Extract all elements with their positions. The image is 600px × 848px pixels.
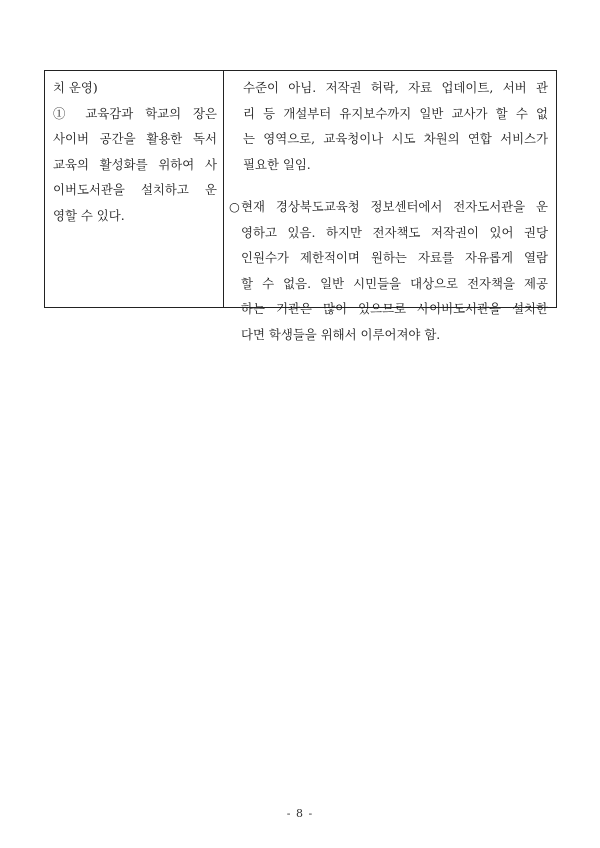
left-line: 이버도서관을 설치하고 운 [53,182,217,197]
left-line: 영할 수 있다. [53,207,125,223]
right-line: 현재 경상북도교육청 정보센터에서 전자도서관을 운 [241,199,548,214]
content-table [44,70,557,342]
right-line: 인원수가 제한적이며 원하는 자료를 자유롭게 열람 [241,250,548,265]
left-cell [45,71,224,307]
left-line: ① 교육감과 학교의 장은 [53,105,217,121]
left-heading: 치 운영) [53,80,98,95]
right-paragraph-1 [229,75,548,177]
left-line: 교육의 활성화를 위하여 사 [53,156,217,172]
right-paragraph-2 [229,194,548,347]
circle-bullet-icon: ○ [229,199,240,214]
right-line: 수준이 아님. 저작권 허락, 자료 업데이트, 서버 관 [243,80,548,95]
right-line: 영하고 있음. 하지만 전자책도 저작권이 있어 권당 [241,224,548,240]
right-line: 필요한 일임. [243,156,311,172]
bullet-continuation [229,220,548,348]
right-line: 는 영역으로, 교육청이나 시도 차원의 연합 서비스가 [243,131,548,146]
page-number: - 8 - [286,807,314,820]
right-line: 하는 기관은 많이 있으므로 사이버도서관을 설치한 [241,301,548,316]
right-line: 리 등 개설부터 유지보수까지 일반 교사가 할 수 없 [243,105,548,121]
right-cell [224,71,556,342]
bullet-row [229,194,548,220]
right-line: 할 수 없음. 일반 시민들을 대상으로 전자책을 제공 [241,275,548,291]
left-line: 사이버 공간을 활용한 독서 [53,131,217,146]
right-line: 다면 학생들을 위해서 이루어져야 함. [241,326,441,342]
